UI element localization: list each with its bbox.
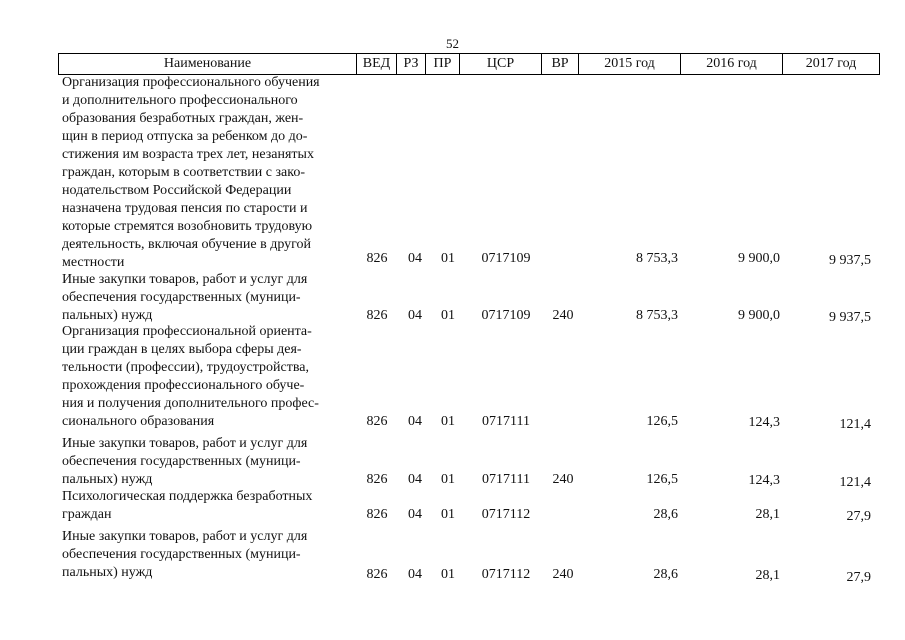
- row-ved: 826: [366, 507, 388, 522]
- row-name: Организация профессионального обучения и дополнительного профессионального образования безработных граждан, жен- щин в период отпуска за ребенком до до- стижения им возраста трех лет, незанятых граждан, которым в соответствии с зако- нодательством Российской Федерации назначена трудовая пенсия по старости и которые стремятся возобновить трудовую деятельность, включая обучение в другой местности: [62, 75, 320, 270]
- row-ved: 826: [366, 251, 388, 266]
- row-vr: 240: [552, 308, 574, 323]
- row-ved: 826: [366, 567, 388, 582]
- row-2016: 124,3: [748, 415, 780, 430]
- row-2015: 126,5: [646, 472, 678, 487]
- row-vr: 240: [552, 567, 574, 582]
- page-number: 52: [446, 36, 459, 51]
- row-2017: 121,4: [839, 417, 871, 432]
- row-csr: 0717112: [481, 567, 531, 582]
- header-vr: ВР: [542, 54, 579, 75]
- row-pr: 01: [441, 308, 455, 323]
- row-name: Организация профессиональной ориента- ции граждан в целях выбора сферы дея- тельности (профессии), трудоустройства, прохождения профессионального обуче- ния и получения дополнительного профес- сионального образования: [62, 324, 319, 429]
- row-csr: 0717109: [481, 308, 531, 323]
- row-pr: 01: [441, 507, 455, 522]
- header-2017: 2017 год: [783, 54, 880, 75]
- row-rz: 04: [408, 567, 422, 582]
- row-name: Психологическая поддержка безработных граждан: [62, 489, 313, 522]
- row-name: Иные закупки товаров, работ и услуг для обеспечения государственных (муници- пальных) нужд: [62, 529, 308, 580]
- row-pr: 01: [441, 251, 455, 266]
- row-2015: 28,6: [653, 507, 678, 522]
- row-rz: 04: [408, 308, 422, 323]
- header-ved: ВЕД: [357, 54, 397, 75]
- row-name: Иные закупки товаров, работ и услуг для обеспечения государственных (муници- пальных) нужд: [62, 436, 308, 487]
- header-pr: ПР: [426, 54, 460, 75]
- row-csr: 0717109: [481, 251, 531, 266]
- row-ved: 826: [366, 414, 388, 429]
- header-csr: ЦСР: [460, 54, 542, 75]
- row-2016: 124,3: [748, 473, 780, 488]
- row-2015: 8 753,3: [636, 308, 678, 323]
- row-rz: 04: [408, 472, 422, 487]
- row-csr: 0717111: [482, 472, 530, 487]
- row-pr: 01: [441, 472, 455, 487]
- row-2016: 28,1: [755, 568, 780, 583]
- row-rz: 04: [408, 507, 422, 522]
- row-2015: 28,6: [653, 567, 678, 582]
- row-ved: 826: [366, 308, 388, 323]
- row-2016: 9 900,0: [738, 251, 780, 266]
- row-2016: 9 900,0: [738, 308, 780, 323]
- row-ved: 826: [366, 472, 388, 487]
- row-rz: 04: [408, 414, 422, 429]
- row-2015: 8 753,3: [636, 251, 678, 266]
- row-2017: 27,9: [846, 509, 871, 524]
- row-vr: 240: [552, 472, 574, 487]
- row-name: Иные закупки товаров, работ и услуг для обеспечения государственных (муници- пальных) нужд: [62, 272, 308, 323]
- row-2015: 126,5: [646, 414, 678, 429]
- header-2016: 2016 год: [681, 54, 783, 75]
- header-name: Наименование: [59, 54, 357, 75]
- row-2017: 9 937,5: [829, 310, 871, 325]
- row-2016: 28,1: [755, 507, 780, 522]
- header-rz: РЗ: [397, 54, 426, 75]
- row-pr: 01: [441, 414, 455, 429]
- row-pr: 01: [441, 567, 455, 582]
- row-2017: 121,4: [839, 475, 871, 490]
- header-2015: 2015 год: [579, 54, 681, 75]
- row-csr: 0717112: [481, 507, 531, 522]
- row-2017: 9 937,5: [829, 253, 871, 268]
- row-rz: 04: [408, 251, 422, 266]
- row-2017: 27,9: [846, 570, 871, 585]
- row-csr: 0717111: [482, 414, 530, 429]
